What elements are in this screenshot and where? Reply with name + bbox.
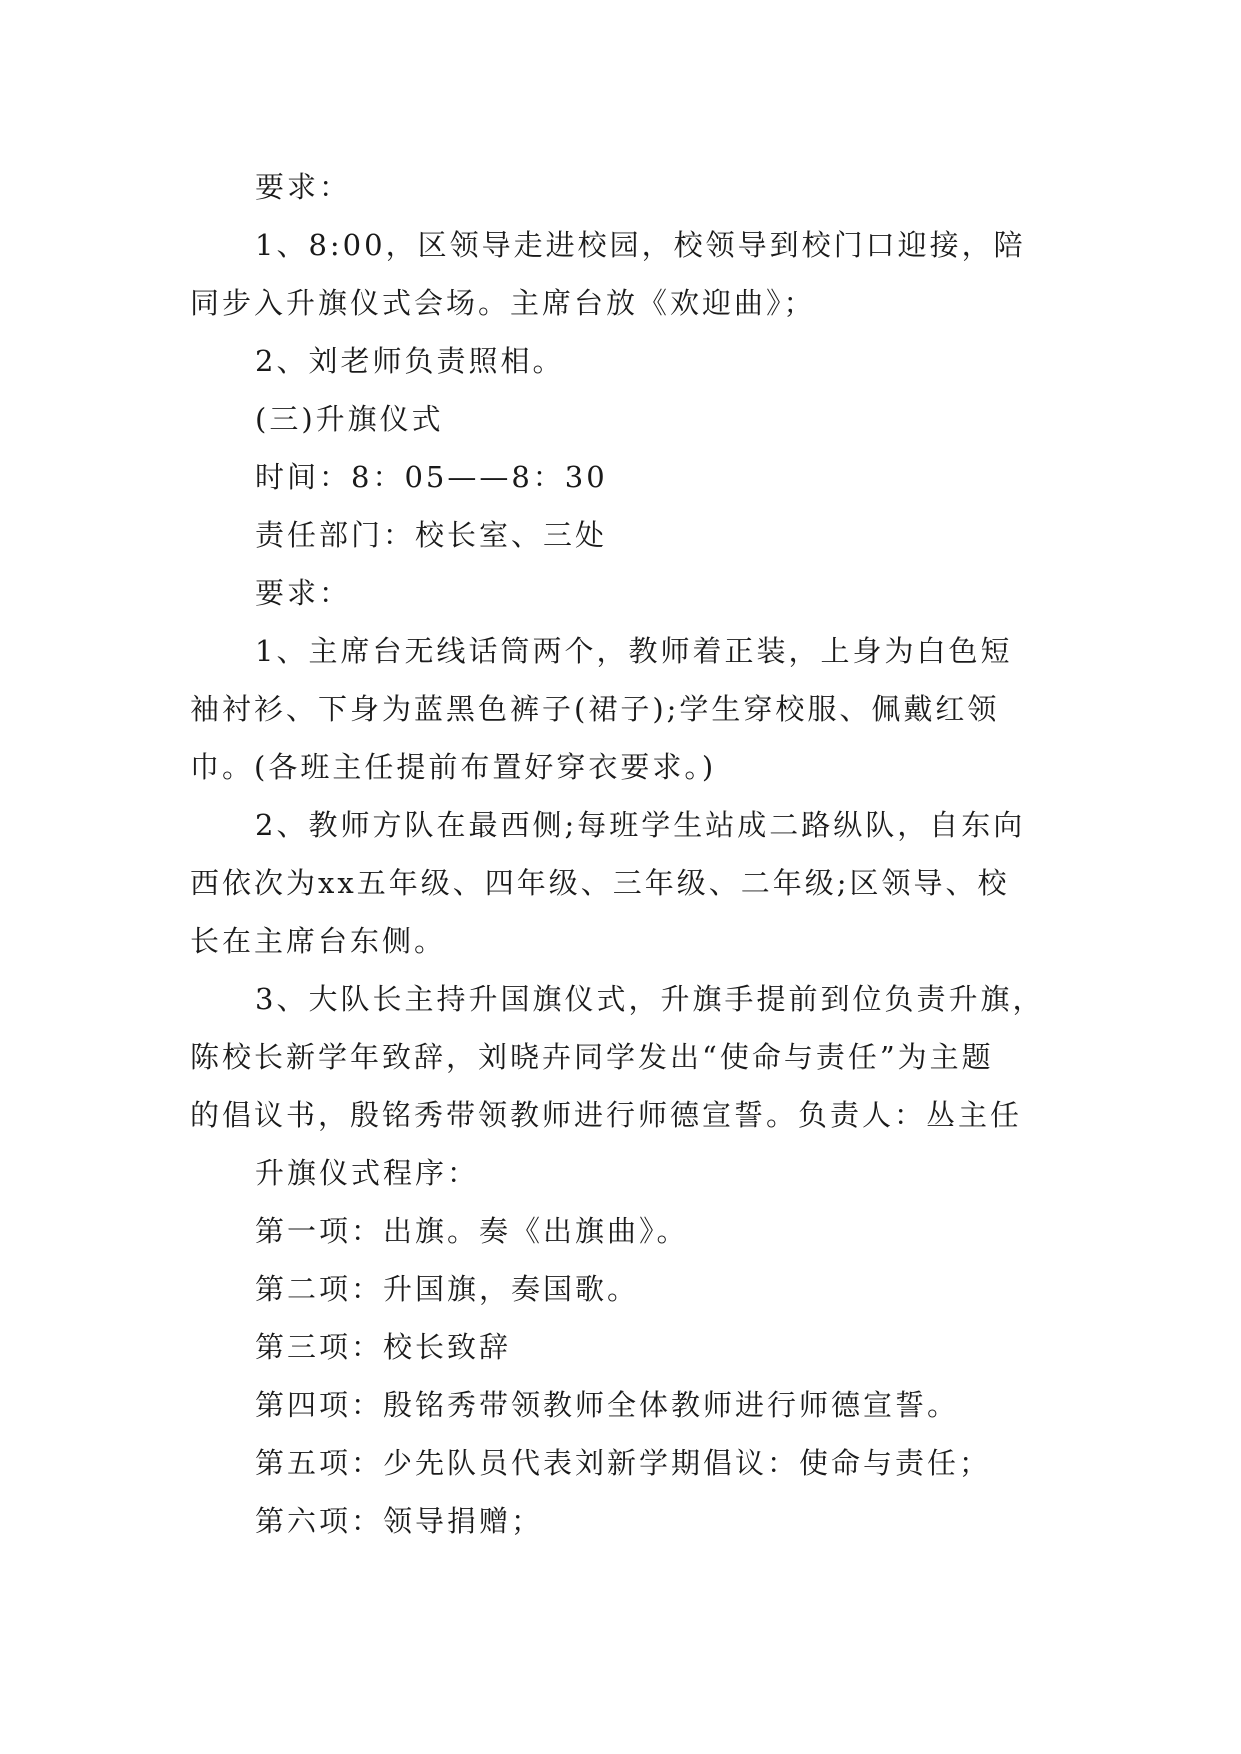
list-item: 第五项：少先队员代表刘新学期倡议：使命与责任； xyxy=(255,1446,992,1480)
document-body xyxy=(190,158,1050,1550)
list-item: 第六项：领导捐赠； xyxy=(255,1504,544,1538)
text-line: 巾。(各班主任提前布置好穿衣要求。) xyxy=(190,750,717,784)
text-line: 的倡议书，殷铭秀带领教师进行师德宣誓。负责人：丛主任 xyxy=(190,1098,1023,1132)
text-line: 同步入升旗仪式会场。主席台放《欢迎曲》； xyxy=(190,286,816,320)
text-line: 要求： xyxy=(255,576,352,610)
text-line: 2、刘老师负责照相。 xyxy=(255,344,565,378)
text-line: 西依次为xx五年级、四年级、三年级、二年级;区领导、校 xyxy=(190,866,1010,900)
text-line: 时间：8：05——8：30 xyxy=(255,460,608,494)
text-line: 2、教师方队在最西侧;每班学生站成二路纵队，自东向 xyxy=(255,808,1026,842)
text-line: 责任部门：校长室、三处 xyxy=(255,518,608,552)
text-line: 长在主席台东侧。 xyxy=(190,924,447,958)
list-item: 第一项：出旗。奏《出旗曲》。 xyxy=(255,1214,689,1248)
text-line: 1、主席台无线话筒两个，教师着正装，上身为白色短 xyxy=(255,634,1013,668)
section-heading: (三)升旗仪式 xyxy=(255,402,444,436)
text-line: 要求： xyxy=(255,170,352,204)
list-item: 第三项：校长致辞 xyxy=(255,1330,512,1364)
text-line: 3、大队长主持升国旗仪式，升旗手提前到位负责升旗， xyxy=(255,982,1045,1016)
text-line: 升旗仪式程序： xyxy=(255,1156,480,1190)
text-line: 陈校长新学年致辞，刘晓卉同学发出“使命与责任”为主题 xyxy=(190,1040,994,1074)
list-item: 第二项：升国旗，奏国歌。 xyxy=(255,1272,640,1306)
list-item: 第四项：殷铭秀带领教师全体教师进行师德宣誓。 xyxy=(255,1388,960,1422)
text-line: 1、8:00，区领导走进校园，校领导到校门口迎接，陪 xyxy=(255,228,1026,262)
text-line: 袖衬衫、下身为蓝黑色裤子(裙子);学生穿校服、佩戴红领 xyxy=(190,692,1000,726)
